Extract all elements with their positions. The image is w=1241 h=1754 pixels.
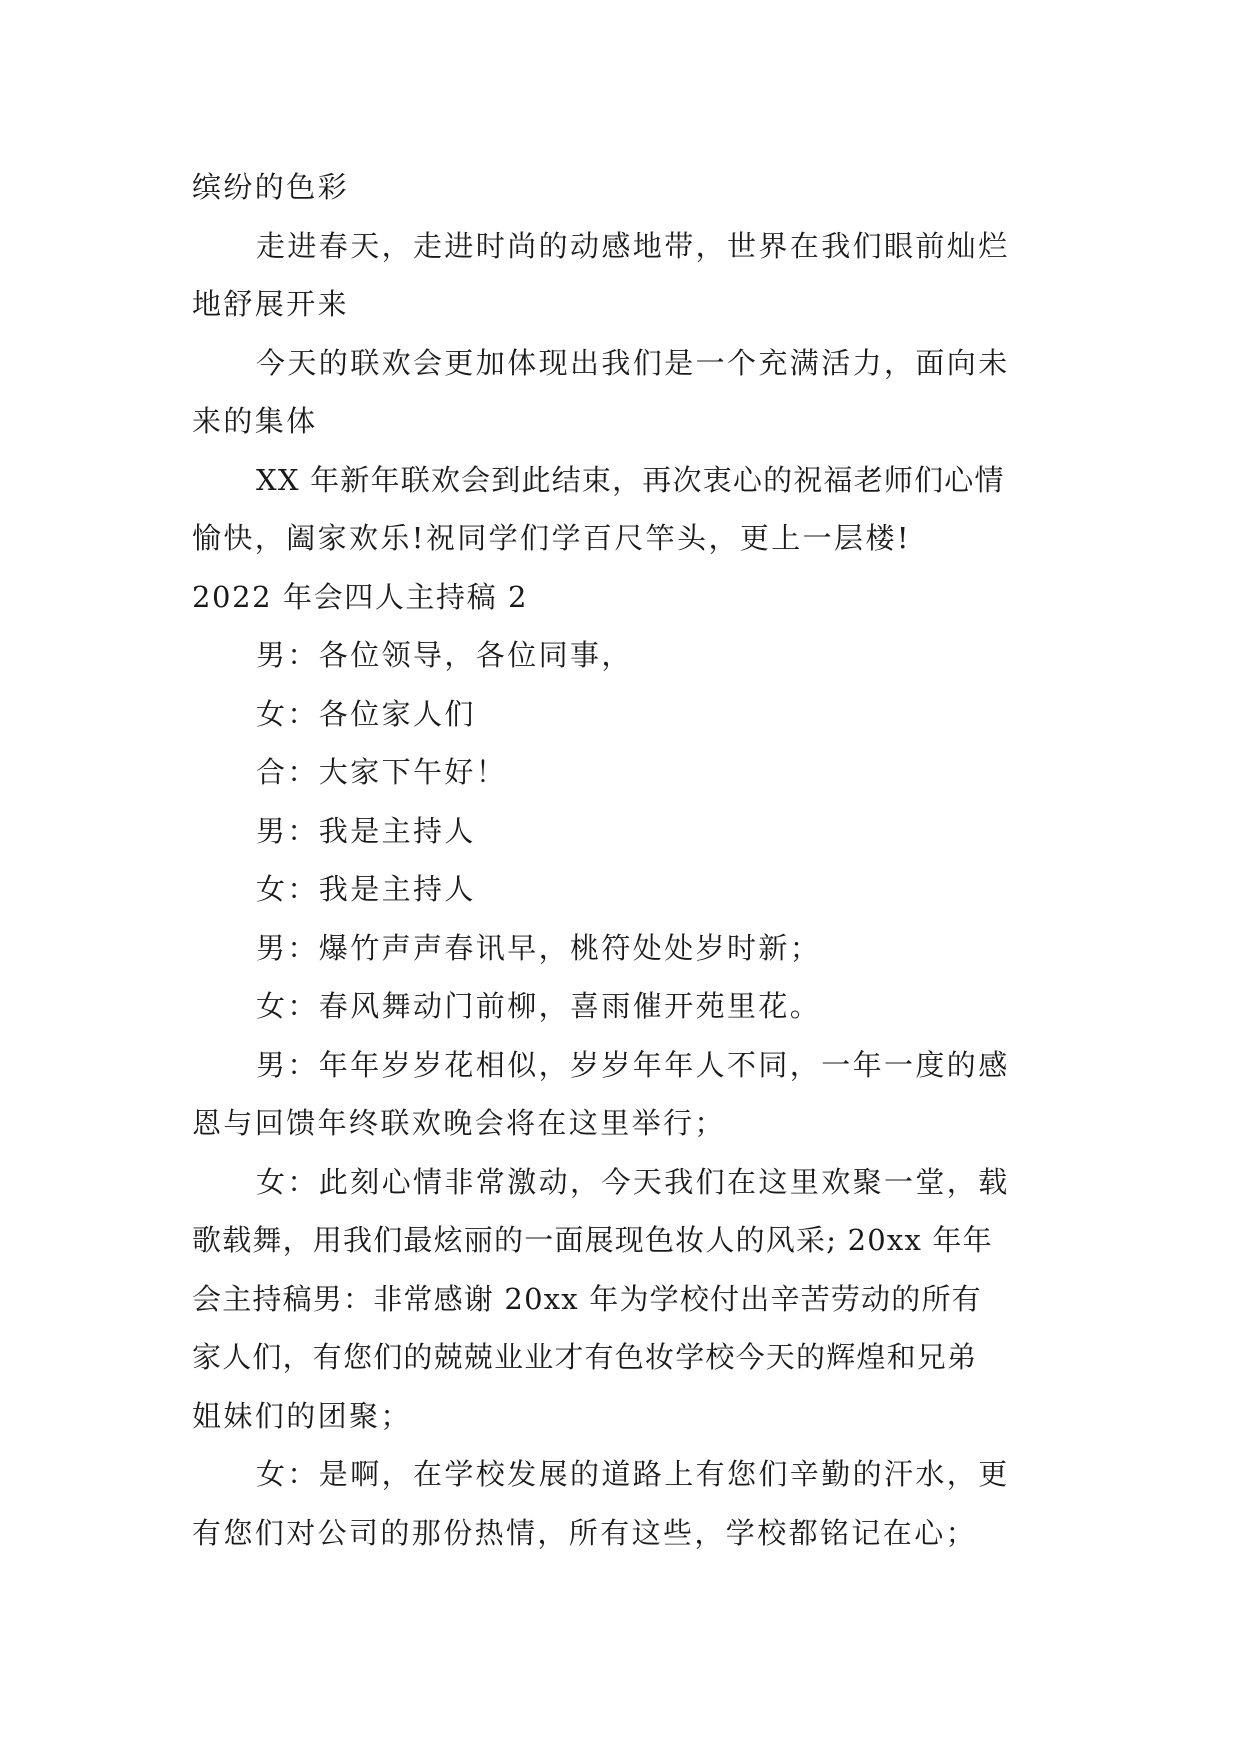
- text-line: 男：各位领导，各位同事，: [256, 638, 633, 672]
- text-line: 歌载舞，用我们最炫丽的一面展现色妆人的风采; 20xx 年年: [192, 1223, 993, 1257]
- text-line: 缤纷的色彩: [192, 170, 350, 204]
- text-line: 今天的联欢会更加体现出我们是一个充满活力，面向未: [256, 345, 1010, 380]
- text-line: 男：年年岁岁花相似，岁岁年年人不同，一年一度的感: [256, 1047, 1010, 1082]
- text-line: 家人们，有您们的兢兢业业才有色妆学校今天的辉煌和兄弟: [192, 1340, 978, 1374]
- section-heading: 2022 年会四人主持稿 2: [192, 579, 529, 614]
- text-line: 走进春天，走进时尚的动感地带，世界在我们眼前灿烂: [256, 228, 1010, 263]
- text-line: 男：我是主持人: [256, 813, 476, 848]
- text-line: 女：是啊，在学校发展的道路上有您们辛勤的汗水，更: [256, 1457, 1010, 1491]
- text-line: 姐妹们的团聚；: [192, 1398, 412, 1433]
- text-line: 女：春风舞动门前柳，喜雨催开苑里花。: [256, 989, 822, 1023]
- text-line: 地舒展开来: [192, 287, 350, 321]
- text-line: 男：爆竹声声春讯早，桃符处处岁时新；: [256, 930, 822, 965]
- text-line: 女：我是主持人: [256, 872, 476, 906]
- text-line: 愉快，阖家欢乐!祝同学们学百尺竿头，更上一层楼!: [192, 521, 911, 555]
- text-line: 合：大家下午好！: [256, 755, 508, 789]
- text-line: 恩与回馈年终联欢晚会将在这里举行；: [192, 1106, 726, 1140]
- text-line: 有您们对公司的那份热情，所有这些，学校都铭记在心；: [192, 1515, 978, 1550]
- text-line: 女：各位家人们: [256, 696, 476, 731]
- text-line: XX 年新年联欢会到此结束，再次衷心的祝福老师们心情: [256, 462, 1005, 497]
- text-line: 会主持稿男：非常感谢 20xx 年为学校付出辛苦劳动的所有: [192, 1281, 982, 1316]
- document-body: [192, 158, 1052, 1562]
- text-line: 女：此刻心情非常激动，今天我们在这里欢聚一堂，载: [256, 1164, 1010, 1199]
- text-line: 来的集体: [192, 404, 318, 438]
